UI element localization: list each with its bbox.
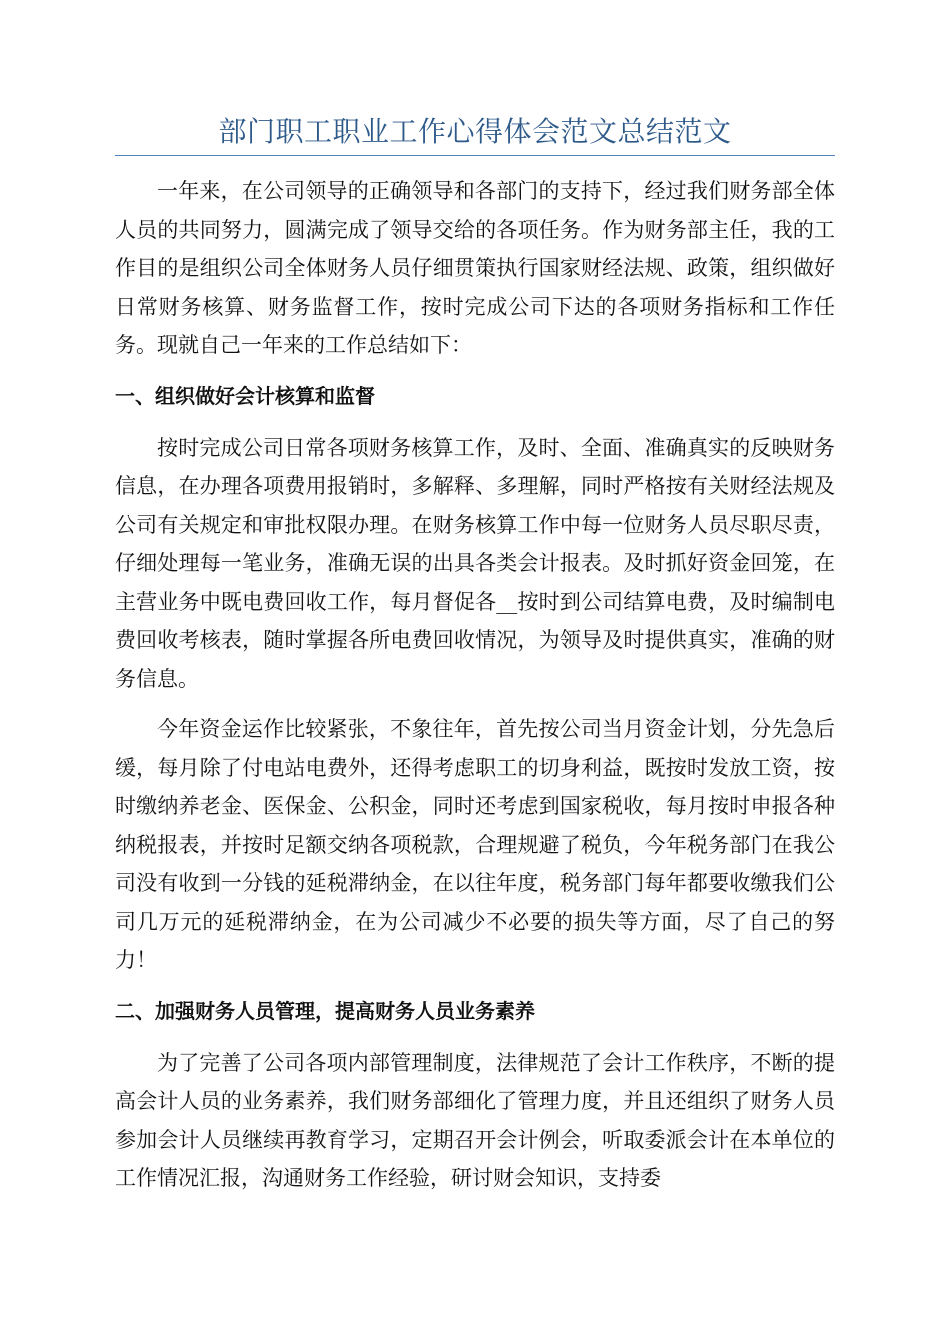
paragraph-2a: 为了完善了公司各项内部管理制度，法律规范了会计工作秩序，不断的提高会计人员的业务素养，我们财务部细化了管理力度，并且还组织了财务人员参加会计人员继续再教育学习，定期召开会计例会，听取委派会计在本单位的工作情况汇报，沟通财务工作经验，研讨财会知识，支持委	[115, 1050, 835, 1190]
section-heading-2: 二、加强财务人员管理，提高财务人员业务素养	[115, 998, 535, 1023]
title-underline	[115, 155, 835, 156]
spacer	[115, 980, 835, 992]
spacer	[115, 365, 835, 377]
document-body	[115, 172, 835, 1198]
section-heading-1: 一、组织做好会计核算和监督	[115, 383, 375, 408]
spacer	[115, 415, 835, 429]
spacer	[115, 1030, 835, 1044]
document-title: 部门职工职业工作心得体会范文总结范文	[218, 115, 732, 148]
paragraph-intro: 一年来，在公司领导的正确领导和各部门的支持下，经过我们财务部全体人员的共同努力，圆满完成了领导交给的各项任务。作为财务部主任，我的工作目的是组织公司全体财务人员仔细贯策执行国家财经法规、政策，组织做好日常财务核算、财务监督工作，按时完成公司下达的各项财务指标和工作任务。现就自己一年来的工作总结如下：	[115, 179, 835, 357]
paragraph-1a: 按时完成公司日常各项财务核算工作，及时、全面、准确真实的反映财务信息，在办理各项费用报销时，多解释、多理解，同时严格按有关财经法规及公司有关规定和审批权限办理。在财务核算工作中每一位财务人员尽职尽责，仔细处理每一笔业务，准确无误的出具各类会计报表。及时抓好资金回笼，在主营业务中既电费回收工作，每月督促各__按时到公司结算电费，及时编制电费回收考核表，随时掌握各所电费回收情况，为领导及时提供真实，准确的财务信息。	[115, 435, 835, 691]
spacer	[115, 698, 835, 710]
paragraph-1b: 今年资金运作比较紧张，不象往年，首先按公司当月资金计划，分先急后缓，每月除了付电站电费外，还得考虑职工的切身利益，既按时发放工资，按时缴纳养老金、医保金、公积金，同时还考虑到国家税收，每月按时申报各种纳税报表，并按时足额交纳各项税款，合理规避了税负，今年税务部门在我公司没有收到一分钱的延税滞纳金，在以往年度，税务部门每年都要收缴我们公司几万元的延税滞纳金，在为公司减少不必要的损失等方面，尽了自己的努力！	[115, 717, 835, 972]
